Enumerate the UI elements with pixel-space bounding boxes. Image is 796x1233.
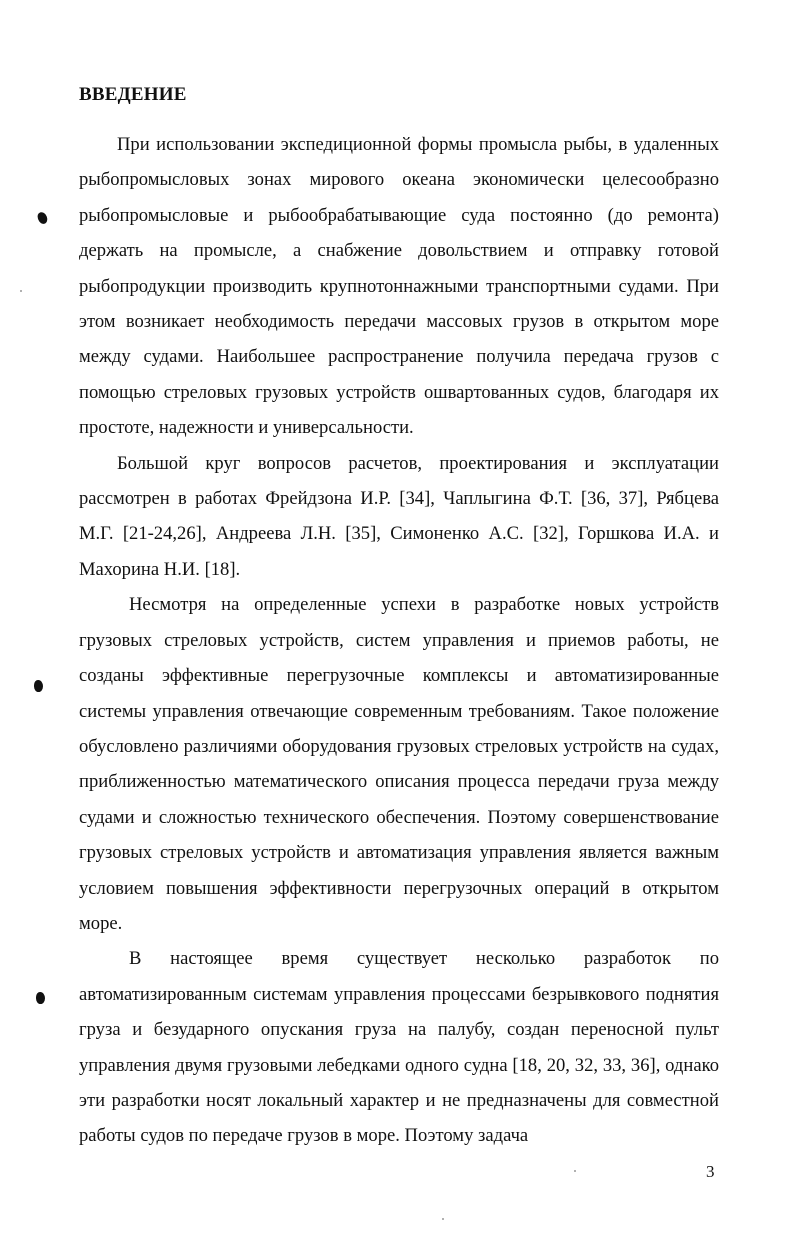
paragraph-1: При использовании экспедиционной формы промысла рыбы, в удаленных рыбопромысловых зонах мирового океана экономически целесообразно рыбопромысловые и рыбообрабатывающие суда постоянно (до ремонта) держать на промысле, а снабжение довольствием и отправку готовой рыбопродукции производить крупнотоннажными транспортными судами. При этом возникает необходимость передачи массовых грузов в открытом море между судами. Наибольшее распространение получила передача грузов с помощью стреловых грузовых устройств ошвартованных судов, благодаря их простоте, надежности и универсальности. [79,134,719,439]
section-heading: ВВЕДЕНИЕ [79,84,187,105]
scan-speck [442,1218,444,1220]
scan-speck [20,290,22,292]
page-number: 3 [706,1162,715,1181]
scan-speck [574,1170,576,1172]
paragraph-4: В настоящее время существует несколько разработок по автоматизированным системам управления процессами безрывкового поднятия груза и безударного опускания груза на палубу, создан переносной пульт управления двумя грузовыми лебедками одного судна [18, 20, 32, 33, 36], однако эти разработки носят локальный характер и не предназначены для совместной работы судов по передаче грузов в море. Поэтому задача [79,948,719,1147]
punch-hole-mark [34,680,43,692]
paragraph-3: Несмотря на определенные успехи в разработке новых устройств грузовых стреловых устройств, систем управления и приемов работы, не созданы эффективные перегрузочные комплексы и автоматизированные системы управления отвечающие современным требованиям. Такое положение обусловлено различиями оборудования грузовых стреловых устройств на судах, приближенностью математического описания процесса передачи груза между судами и сложностью технического обеспечения. Поэтому совершенствование грузовых стреловых устройств и автоматизация управления является важным условием повышения эффективности перегрузочных операций в открытом море. [79,594,719,934]
punch-hole-mark [36,211,49,225]
punch-hole-mark [36,992,45,1004]
body-text [79,127,719,1154]
paragraph-2: Большой круг вопросов расчетов, проектирования и эксплуатации рассмотрен в работах Фрейдзона И.Р. [34], Чаплыгина Ф.Т. [36, 37], Рябцева М.Г. [21-24,26], Андреева Л.Н. [35], Симоненко А.С. [32], Горшкова И.А. и Махорина Н.И. [18]. [79,452,719,580]
